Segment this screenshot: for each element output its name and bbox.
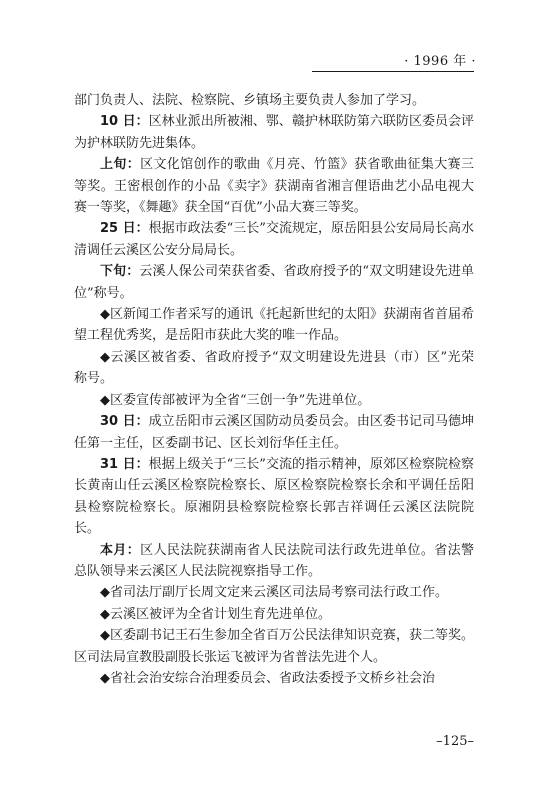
chronicle-entry [74,390,474,411]
chronicle-entry [74,540,474,583]
entry-date-label: 本月： [100,542,141,558]
chronicle-entry [74,454,474,540]
chronicle-entry [74,90,474,111]
entry-date-label: 25 日： [100,221,149,237]
chronicle-entry [74,261,474,304]
entry-text: 部门负责人、法院、检察院、乡镇场主要负责人参加了学习。 [74,93,426,108]
entry-text: 根据上级关于“三长”交流的指示精神，原郊区检察院检察长黄南山任云溪区检察院检察长、原区检察院检察长余和平调任岳阳县检察院检察长。原湘阴县检察院检察长郭吉祥调任云溪区法院院长。 [74,456,475,537]
chronicle-entry [74,582,474,603]
chronicle-body [74,90,474,689]
entry-text: 成立岳阳市云溪区国防动员委员会。由区委书记司马德坤任第一主任，区委副书记、区长刘衍华任主任。 [74,414,474,451]
entry-date-label: 30 日： [100,414,149,430]
entry-date-label: 上旬： [100,157,141,173]
chronicle-entry [74,218,474,261]
chronicle-entry [74,111,474,154]
entry-date-label: 31 日： [100,456,149,472]
entry-text: ◆云溪区被评为全省计划生育先进单位。 [100,606,331,622]
page-number: –125– [436,734,474,749]
chronicle-entry [74,625,474,668]
entry-text: 区文化馆创作的歌曲《月亮、竹篮》获省歌曲征集大赛三等奖。王密根创作的小品《卖字》获湖南省湘言俚语曲艺小品电视大赛一等奖，《舞趣》获全国“百优”小品大赛三等奖。 [74,157,474,216]
chronicle-entry [74,668,474,689]
entry-text: ◆省司法厅副厅长周文定来云溪区司法局考察司法行政工作。 [100,585,448,601]
entry-text: ◆省社会治安综合治理委员会、省政法委授予文桥乡社会治 [100,670,435,686]
entry-text: 区林业派出所被湘、鄂、赣护林联防第六联防区委员会评为护林联防先进集体。 [74,114,474,151]
chronicle-entry [74,347,474,390]
entry-date-label: 10 日： [100,114,149,130]
chronicle-entry [74,411,474,454]
chronicle-entry [74,154,474,218]
header-rule [312,71,474,72]
chronicle-entry [74,604,474,625]
entry-date-label: 下旬： [100,264,140,280]
entry-text: 区人民法院获湖南省人民法院司法行政先进单位。省法警总队领导来云溪区人民法院视察指导工作。 [74,542,474,579]
entry-text: ◆区委宣传部被评为全省“三创一争”先进单位。 [100,392,371,408]
entry-text: ◆区新闻工作者采写的通讯《托起新世纪的太阳》获湖南省首届希望工程优秀奖，是岳阳市获此大奖的唯一作品。 [74,307,474,344]
entry-text: 根据市政法委“三长”交流规定，原岳阳县公安局局长高水清调任云溪区公安分局局长。 [74,221,475,258]
entry-text: ◆云溪区被省委、省政府授予“双文明建设先进县（市）区”光荣称号。 [74,349,474,387]
running-header-year: · 1996 年 · [404,54,476,69]
entry-text: ◆区委副书记王石生参加全省百万公民法律知识竞赛，获二等奖。区司法局宣教股副股长张运飞被评为省普法先进个人。 [74,628,474,665]
chronicle-entry [74,304,474,347]
entry-text: 云溪人保公司荣获省委、省政府授予的“双文明建设先进单位”称号。 [74,264,474,301]
